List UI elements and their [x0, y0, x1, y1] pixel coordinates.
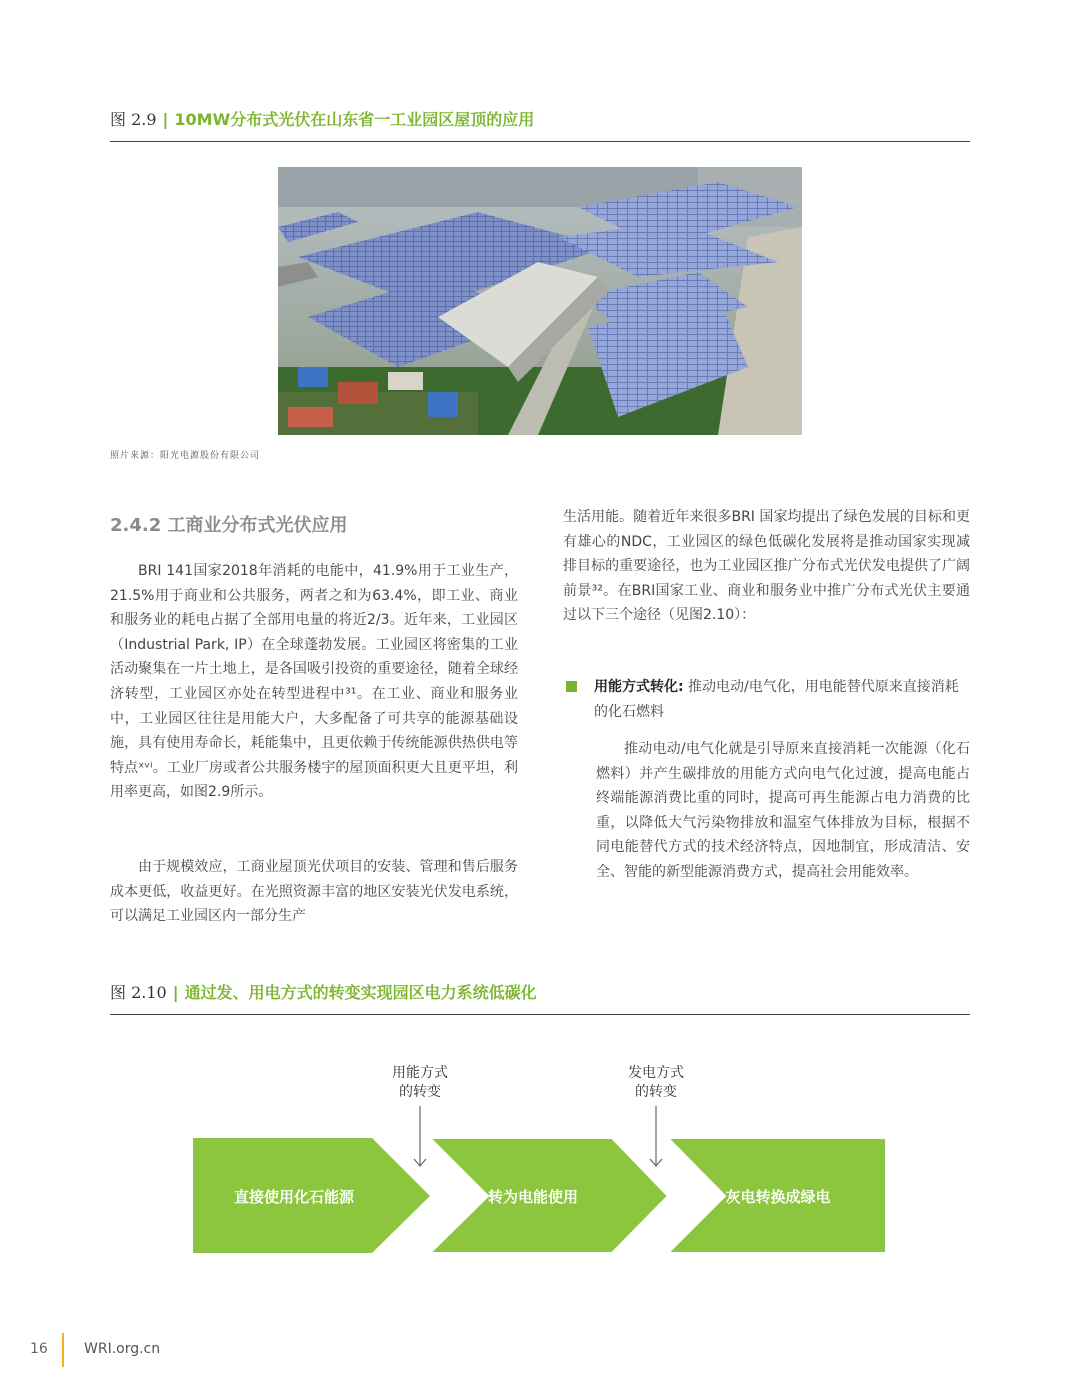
caption-rule: [110, 141, 970, 142]
figure-title: 10MW分布式光伏在山东省一工业园区屋顶的应用: [174, 110, 535, 129]
figure-label: 图 2.9: [110, 110, 157, 129]
section-heading: 2.4.2 工商业分布式光伏应用: [110, 515, 348, 536]
process-flow-diagram: [0, 1040, 1080, 1280]
caption-separator: |: [162, 110, 169, 129]
transition-label-2-line1: 发电方式: [628, 1065, 684, 1081]
footer-website: WRI.org.cn: [84, 1341, 161, 1357]
footer-divider: [62, 1333, 64, 1367]
transition-label-1-line2: 的转变: [399, 1084, 441, 1100]
figure-title: 通过发、用电方式的转变实现园区电力系统低碳化: [184, 983, 537, 1002]
bullet-square: [566, 681, 577, 692]
bullet-title: 用能方式转化:: [594, 679, 684, 695]
figure-2-10-caption: [110, 983, 537, 1003]
right-paragraph-1: 生活用能。随着近年来很多BRI 国家均提出了绿色发展的目标和更有雄心的NDC，工业园区的绿色低碳化发展将是推动国家实现减排目标的重要途径，也为工业园区推广分布式光伏发电提供了广阔前景³²。在BRI国家工业、商业和服务业中推广分布式光伏主要通过以下三个途径（见图2.10）：: [563, 509, 970, 624]
page-number: 16: [30, 1341, 48, 1357]
caption-separator: |: [172, 983, 179, 1002]
process-step-1-label: 直接使用化石能源: [233, 1188, 355, 1206]
photo-credit: 照片来源：阳光电源股份有限公司: [110, 451, 261, 461]
transition-label-2-line2: 的转变: [635, 1084, 677, 1100]
right-paragraph-2: 推动电动/电气化就是引导原来直接消耗一次能源（化石燃料）并产生碳排放的用能方式向电气化过渡，提高电能占终端能源消费比重的同时，提高可再生能源占电力消费的比重，以降低大气污染物排放和温室气体排放为目标，根据不同电能替代方式的技术经济特点，因地制宜，形成清洁、安全、智能的新型能源消费方式，提高社会用能效率。: [596, 741, 970, 880]
process-step-3-label: 灰电转换成绿电: [725, 1188, 831, 1206]
process-step-2-label: 转为电能使用: [487, 1188, 579, 1206]
left-paragraph-1: BRI 141国家2018年消耗的电能中，41.9%用于工业生产，21.5%用于商业和公共服务，两者之和为63.4%，即工业、商业和服务业的耗电占据了全部用电量的将近2/3。近年来，工业园区（Industrial Park, IP）在全球蓬勃发展。工业园区将密集的工业活动聚集在一片土地上，是各国吸引投资的重要途径，随着全球经济转型，工业园区亦处在转型进程中³¹。在工业、商业和服务业中，工业园区往往是用能大户，大多配备了可共享的能源基础设施，具有使用寿命长，耗能集中，且更依赖于传统能源供热供电等特点ˣᵛⁱ。工业厂房或者公共服务楼宇的屋顶面积更大且更平坦，利用率更高，如图2.9所示。: [110, 563, 518, 801]
down-arrow-icon: [414, 1106, 426, 1166]
down-arrow-icon: [650, 1106, 662, 1166]
left-paragraph-2: 由于规模效应，工商业屋顶光伏项目的安装、管理和售后服务成本更低，收益更好。在光照资源丰富的地区安装光伏发电系统，可以满足工业园区内一部分生产: [110, 859, 518, 925]
solar-rooftop-photo: [278, 167, 802, 435]
bullet-body: 推动电动/电气化，用电能替代原来直接消耗的化石燃料: [594, 679, 959, 720]
figure-label: 图 2.10: [110, 983, 167, 1002]
bullet-item: [594, 675, 970, 724]
figure-2-9-caption: [110, 110, 534, 130]
transition-label-1-line1: 用能方式: [392, 1065, 448, 1081]
caption-rule: [110, 1014, 970, 1015]
